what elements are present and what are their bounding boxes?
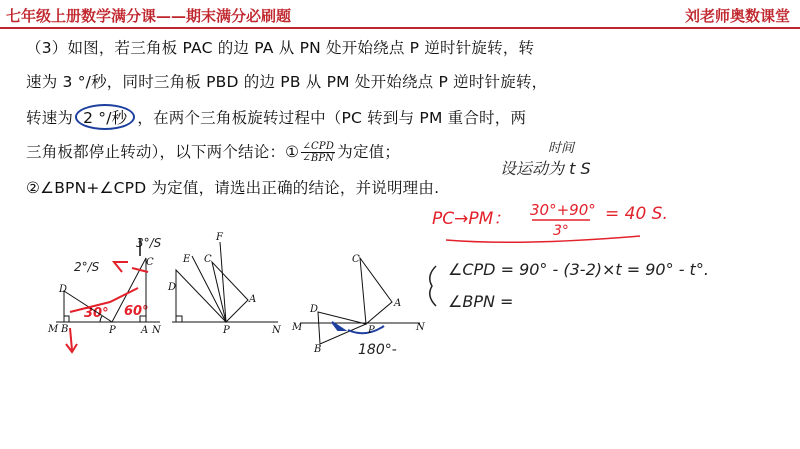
- handwritten-cpd: ∠CPD = 90° - (3-2)×t = 90° - t°.: [448, 260, 709, 279]
- fig1-label-n: N: [152, 325, 161, 336]
- fig2-label-e: E: [183, 254, 191, 265]
- fig1-right-angle-a: [140, 316, 146, 322]
- fig1-speed-right: 3°/S: [136, 236, 162, 250]
- fraction-numerator: ∠CPD: [302, 141, 335, 152]
- problem-line-4-start: 三角板都停止转动），以下两个结论：①: [26, 143, 300, 161]
- fig3-label-c: C: [352, 254, 360, 265]
- circled-speed: 2 °/秒: [75, 104, 135, 130]
- handwritten-pc-pm: PC→PM：: [432, 209, 511, 229]
- handwriting-strokes: [430, 220, 640, 306]
- fig2-label-p: P: [223, 325, 230, 336]
- fig2-triangle-e: [176, 270, 226, 322]
- fig1-label-d: D: [59, 284, 68, 295]
- problem-line-3-start: 转速为: [26, 109, 74, 127]
- fig2-label-n: N: [272, 325, 281, 336]
- fig1-label-m: M: [48, 324, 59, 335]
- fig2-label-d: D: [168, 282, 177, 293]
- figure-3: [300, 258, 420, 344]
- handwritten-frac-den: 3°: [553, 223, 569, 239]
- fig1-right-angle-b: [64, 316, 69, 322]
- problem-line-4-end: 为定值；: [337, 143, 401, 161]
- red-underline-wave: [446, 236, 640, 242]
- handwritten-assume: 设运动为 t S: [500, 159, 591, 178]
- fig3-angle-180: 180°-: [358, 342, 397, 358]
- problem-line-1: （3）如图，若三角板 PAC 的边 PA 从 PN 处开始绕点 P 逆时针旋转，转: [26, 39, 535, 57]
- channel-title: 刘老师奥数课堂: [684, 7, 790, 25]
- fig3-label-p: P: [368, 325, 375, 336]
- handwritten-bpn: ∠BPN =: [448, 292, 514, 311]
- fig1-label-c: C: [146, 257, 154, 268]
- problem-line-3-end: ，在两个三角板旋转过程中（PC 转到与 PM 重合时，两: [137, 109, 527, 127]
- fig1-angle-30: 30°: [84, 306, 109, 321]
- fig3-triangle-pac: [360, 258, 392, 324]
- fig2-label-c: C: [204, 254, 212, 265]
- fig1-angle-60: 60°: [124, 304, 149, 319]
- handwritten-time: 时间: [548, 141, 575, 156]
- problem-line-2: 速为 3 °/秒，同时三角板 PBD 的边 PB 从 PM 处开始绕点 P 逆时针旋转，: [26, 73, 548, 91]
- problem-line-5: ②∠BPN+∠CPD 为定值，请选出正确的结论，并说明理由.: [26, 179, 440, 197]
- fig1-label-a: A: [141, 325, 149, 336]
- fig3-label-m: M: [292, 322, 303, 333]
- fig3-label-n: N: [416, 322, 425, 333]
- fig2-label-f: F: [216, 232, 223, 243]
- fig2-label-a: A: [249, 294, 257, 305]
- fig1-label-p: P: [109, 325, 116, 336]
- fig1-label-b: B: [61, 324, 69, 335]
- fig1-red-marks: [66, 262, 148, 352]
- fig1-red-rotation-arrow: [114, 262, 128, 272]
- fig3-label-a: A: [394, 298, 402, 309]
- fig1-speed-left: 2°/S: [74, 260, 100, 274]
- fig1-arc-30: [100, 316, 102, 322]
- handwritten-frac-num: 30°+90°: [530, 201, 596, 219]
- fig1-red-down-arrow: [70, 328, 72, 350]
- fig2-line-pe: [192, 256, 226, 322]
- handwritten-result: = 40 S.: [605, 204, 668, 224]
- brace-mark: [430, 266, 436, 306]
- fig1-triangle-pac: [112, 258, 146, 322]
- fig3-label-d: D: [310, 304, 319, 315]
- fig3-label-b: B: [314, 344, 322, 355]
- fig2-right-angle: [176, 316, 182, 322]
- fraction-denominator: ∠BPN: [302, 153, 335, 164]
- course-title: 七年级上册数学满分课——期末满分必刷题: [6, 7, 292, 25]
